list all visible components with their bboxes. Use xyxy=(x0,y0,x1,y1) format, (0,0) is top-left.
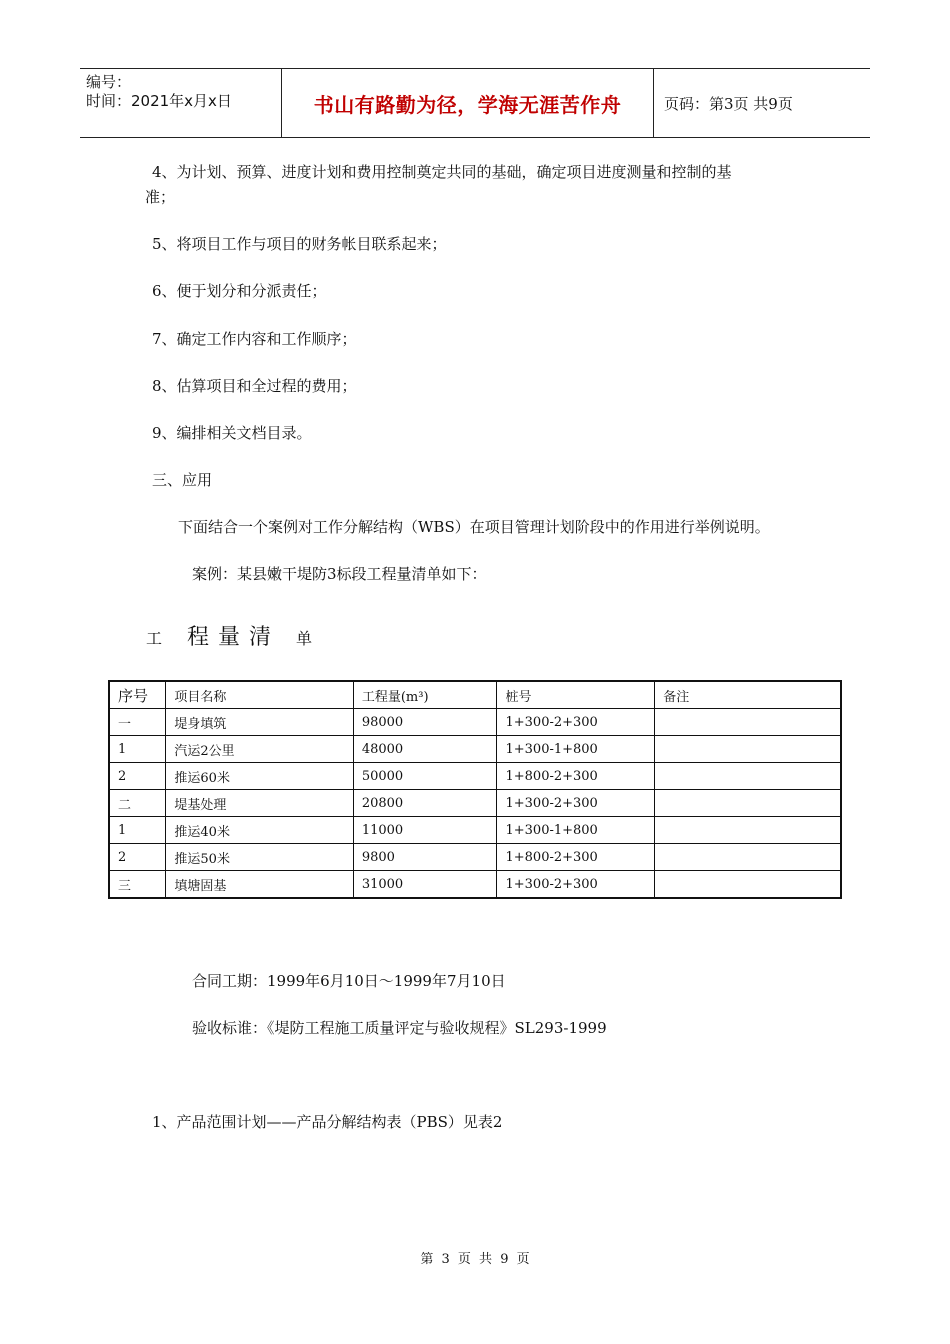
paragraph-item-7: 7、确定工作内容和工作顺序； xyxy=(152,330,357,348)
table-row xyxy=(109,790,841,817)
cell-item-name: 推运50米 xyxy=(166,844,353,871)
paragraph-item-4-line2: 准； xyxy=(145,188,176,206)
table-row xyxy=(109,817,841,844)
cell-quantity: 98000 xyxy=(353,709,497,736)
cell-item-name: 堤基处理 xyxy=(166,790,353,817)
cell-seq: 1 xyxy=(109,817,166,844)
table-title xyxy=(146,620,321,651)
table-title-last: 单 xyxy=(296,629,322,648)
quantity-table xyxy=(108,680,842,899)
page-header xyxy=(80,68,870,138)
col-header-quantity: 工程量(m³) xyxy=(353,681,497,709)
paragraph-item-6: 6、便于划分和分派责任； xyxy=(152,282,327,300)
paragraph-item-8: 8、估算项目和全过程的费用； xyxy=(152,377,357,395)
table-row xyxy=(109,871,841,899)
paragraph-item-4-line1: 4、为计划、预算、进度计划和费用控制奠定共同的基础，确定项目进度测量和控制的基 xyxy=(152,163,732,181)
cell-seq: 2 xyxy=(109,763,166,790)
col-header-item-name: 项目名称 xyxy=(166,681,353,709)
cell-seq: 1 xyxy=(109,736,166,763)
document-number-label: 编号： xyxy=(86,73,132,91)
header-motto: 书山有路勤为径，学海无涯苦作舟 xyxy=(282,69,654,137)
cell-quantity: 11000 xyxy=(353,817,497,844)
paragraph-intro: 下面结合一个案例对工作分解结构（WBS）在项目管理计划阶段中的作用进行举例说明。 xyxy=(178,518,770,536)
cell-quantity: 48000 xyxy=(353,736,497,763)
cell-remarks xyxy=(655,790,841,817)
header-meta xyxy=(80,69,282,137)
cell-station: 1+800-2+300 xyxy=(497,763,655,790)
table-header-row xyxy=(109,681,841,709)
cell-station: 1+300-1+800 xyxy=(497,817,655,844)
cell-remarks xyxy=(655,844,841,871)
cell-item-name: 填塘固基 xyxy=(166,871,353,899)
paragraph-item-5: 5、将项目工作与项目的财务帐目联系起来； xyxy=(152,235,447,253)
cell-seq: 三 xyxy=(109,871,166,899)
col-header-remarks: 备注 xyxy=(655,681,841,709)
col-header-station: 桩号 xyxy=(497,681,655,709)
cell-station: 1+300-1+800 xyxy=(497,736,655,763)
cell-quantity: 50000 xyxy=(353,763,497,790)
acceptance-standard: 验收标谁：《堤防工程施工质量评定与验收规程》SL293-1999 xyxy=(192,1019,607,1037)
product-scope-paragraph: 1、产品范围计划——产品分解结构表（PBS）见表2 xyxy=(152,1113,503,1131)
cell-seq: 一 xyxy=(109,709,166,736)
cell-station: 1+300-2+300 xyxy=(497,871,655,899)
document-date-label: 时间：2021年x月x日 xyxy=(86,92,232,110)
table-row xyxy=(109,844,841,871)
table-title-middle: 程量清 xyxy=(187,625,281,650)
page-footer: 第 3 页 共 9 页 xyxy=(420,1252,530,1267)
cell-item-name: 推运40米 xyxy=(166,817,353,844)
col-header-seq: 序号 xyxy=(109,681,166,709)
cell-quantity: 20800 xyxy=(353,790,497,817)
table-row xyxy=(109,709,841,736)
cell-remarks xyxy=(655,709,841,736)
cell-quantity: 9800 xyxy=(353,844,497,871)
table-row xyxy=(109,763,841,790)
cell-station: 1+300-2+300 xyxy=(497,790,655,817)
section-heading-application: 三、应用 xyxy=(152,471,213,489)
table-title-first: 工 xyxy=(146,629,172,648)
cell-seq: 二 xyxy=(109,790,166,817)
cell-station: 1+300-2+300 xyxy=(497,709,655,736)
cell-remarks xyxy=(655,763,841,790)
contract-period: 合同工期：1999年6月10日～1999年7月10日 xyxy=(192,972,506,990)
paragraph-case: 案例：某县嫩干堤防3标段工程量清单如下： xyxy=(192,565,487,583)
cell-remarks xyxy=(655,817,841,844)
cell-remarks xyxy=(655,736,841,763)
cell-quantity: 31000 xyxy=(353,871,497,899)
cell-item-name: 堤身填筑 xyxy=(166,709,353,736)
cell-item-name: 推运60米 xyxy=(166,763,353,790)
table-row xyxy=(109,736,841,763)
cell-station: 1+800-2+300 xyxy=(497,844,655,871)
header-page-label: 页码：第3页 共9页 xyxy=(664,94,793,113)
cell-item-name: 汽运2公里 xyxy=(166,736,353,763)
cell-remarks xyxy=(655,871,841,899)
cell-seq: 2 xyxy=(109,844,166,871)
paragraph-item-9: 9、编排相关文档目录。 xyxy=(152,424,312,442)
